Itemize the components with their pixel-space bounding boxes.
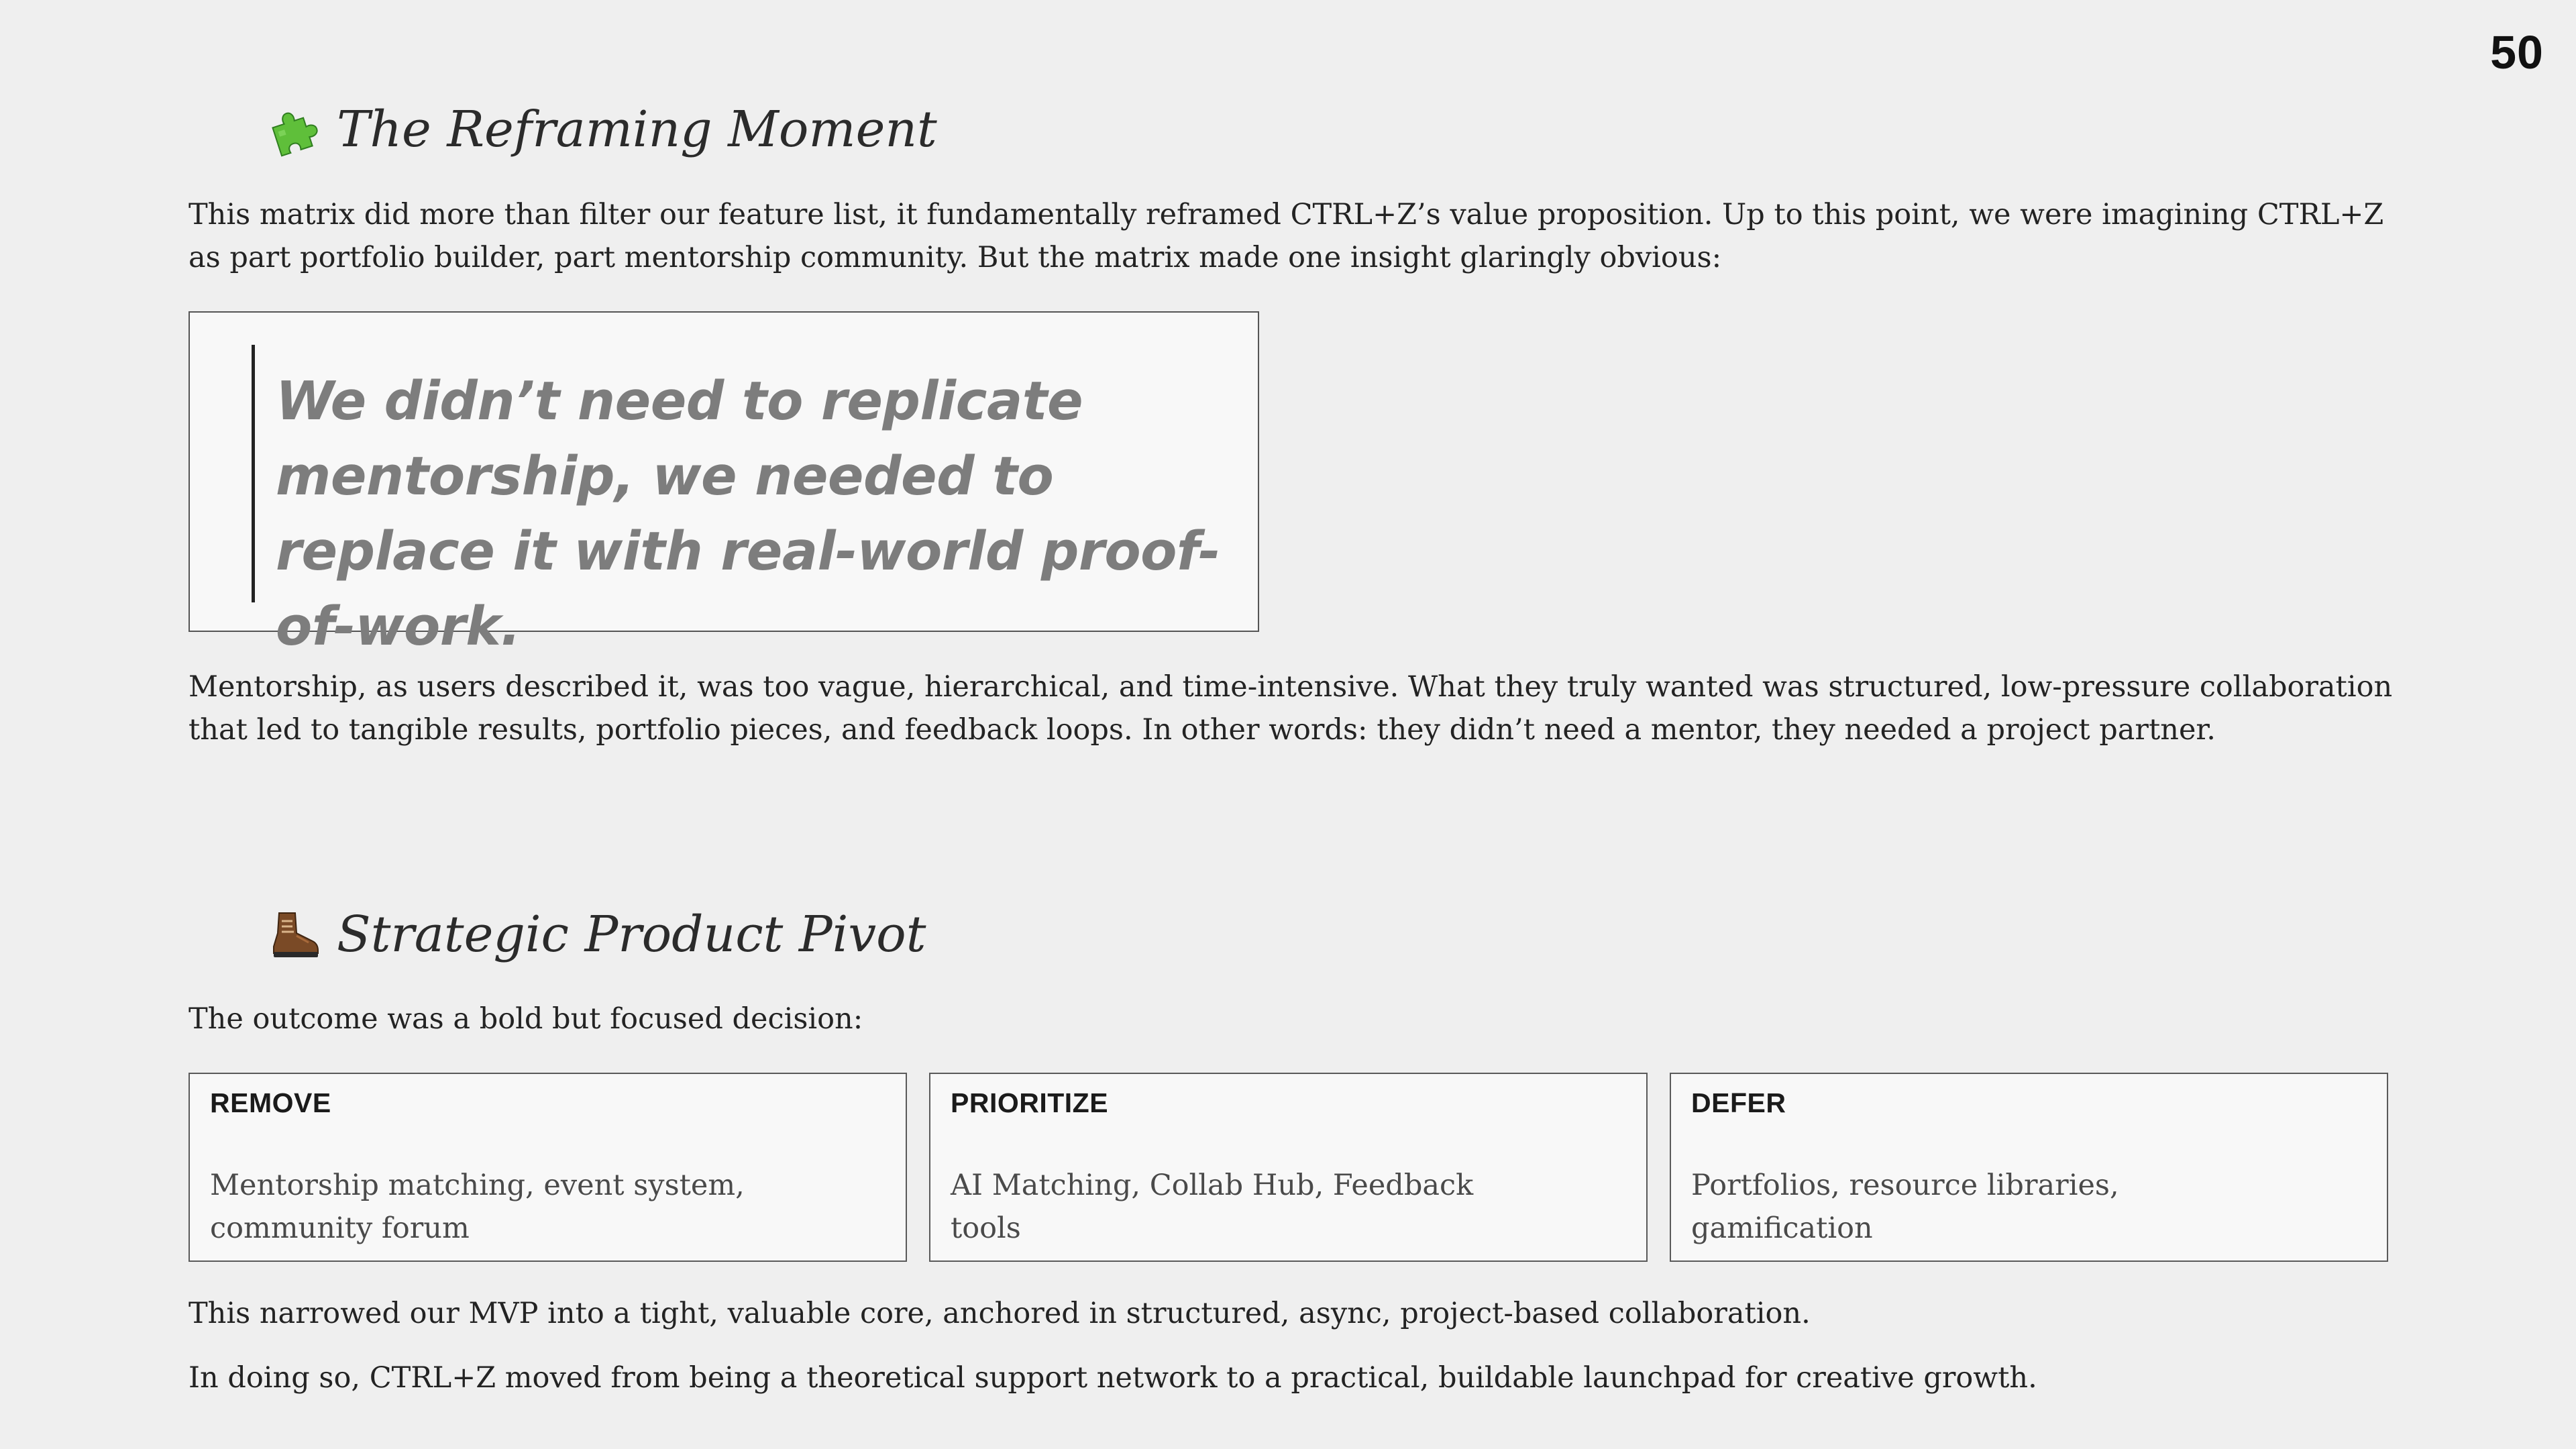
prioritize-card [929,1073,1648,1262]
card-title: PRIORITIZE [951,1087,1109,1118]
card-title: REMOVE [210,1087,331,1118]
hiking-boot-icon [266,906,322,963]
quote-rule [252,345,255,602]
pivot-title: Strategic Product Pivot [337,906,926,963]
pivot-intro: The outcome was a bold but focused decision: [189,1002,863,1036]
card-body: Portfolios, resource libraries, gamification [1691,1169,2119,1245]
card-body: Mentorship matching, event system, community forum [210,1169,745,1245]
reframing-intro: This matrix did more than filter our feature list, it fundamentally reframed CTRL+Z’s value proposition. Up to this point, we were imagining CTRL+Z as part portfolio builder, part mentorship community. But the matrix made one insight glaringly obvious: [189,198,2384,274]
defer-card [1670,1073,2388,1262]
pull-quote [189,311,1259,657]
pivot-outro-2: In doing so, CTRL+Z moved from being a theoretical support network to a practical, buildable launchpad for creative growth. [189,1361,2037,1395]
reframing-followup: Mentorship, as users described it, was too vague, hierarchical, and time-intensive. What they truly wanted was structured, low-pressure collaboration that led to tangible results, portfolio pieces, and feedback loops. In other words: they didn’t need a mentor, they needed a project partner. [189,670,2393,747]
reframing-heading [266,101,937,158]
reframing-title: The Reframing Moment [337,101,937,158]
card-body: AI Matching, Collab Hub, Feedback tools [951,1169,1474,1245]
quote-text: We didn’t need to replicate mentorship, we needed to replace it with real-world proof-of-work. [276,370,1220,657]
pivot-outro-1: This narrowed our MVP into a tight, valuable core, anchored in structured, async, project-based collaboration. [189,1297,1811,1330]
card-title: DEFER [1691,1087,1786,1118]
page-number: 50 [2490,26,2544,78]
remove-card [189,1073,907,1262]
decision-cards [189,1073,2388,1262]
pivot-heading [266,906,926,963]
puzzle-piece-icon [266,101,322,158]
